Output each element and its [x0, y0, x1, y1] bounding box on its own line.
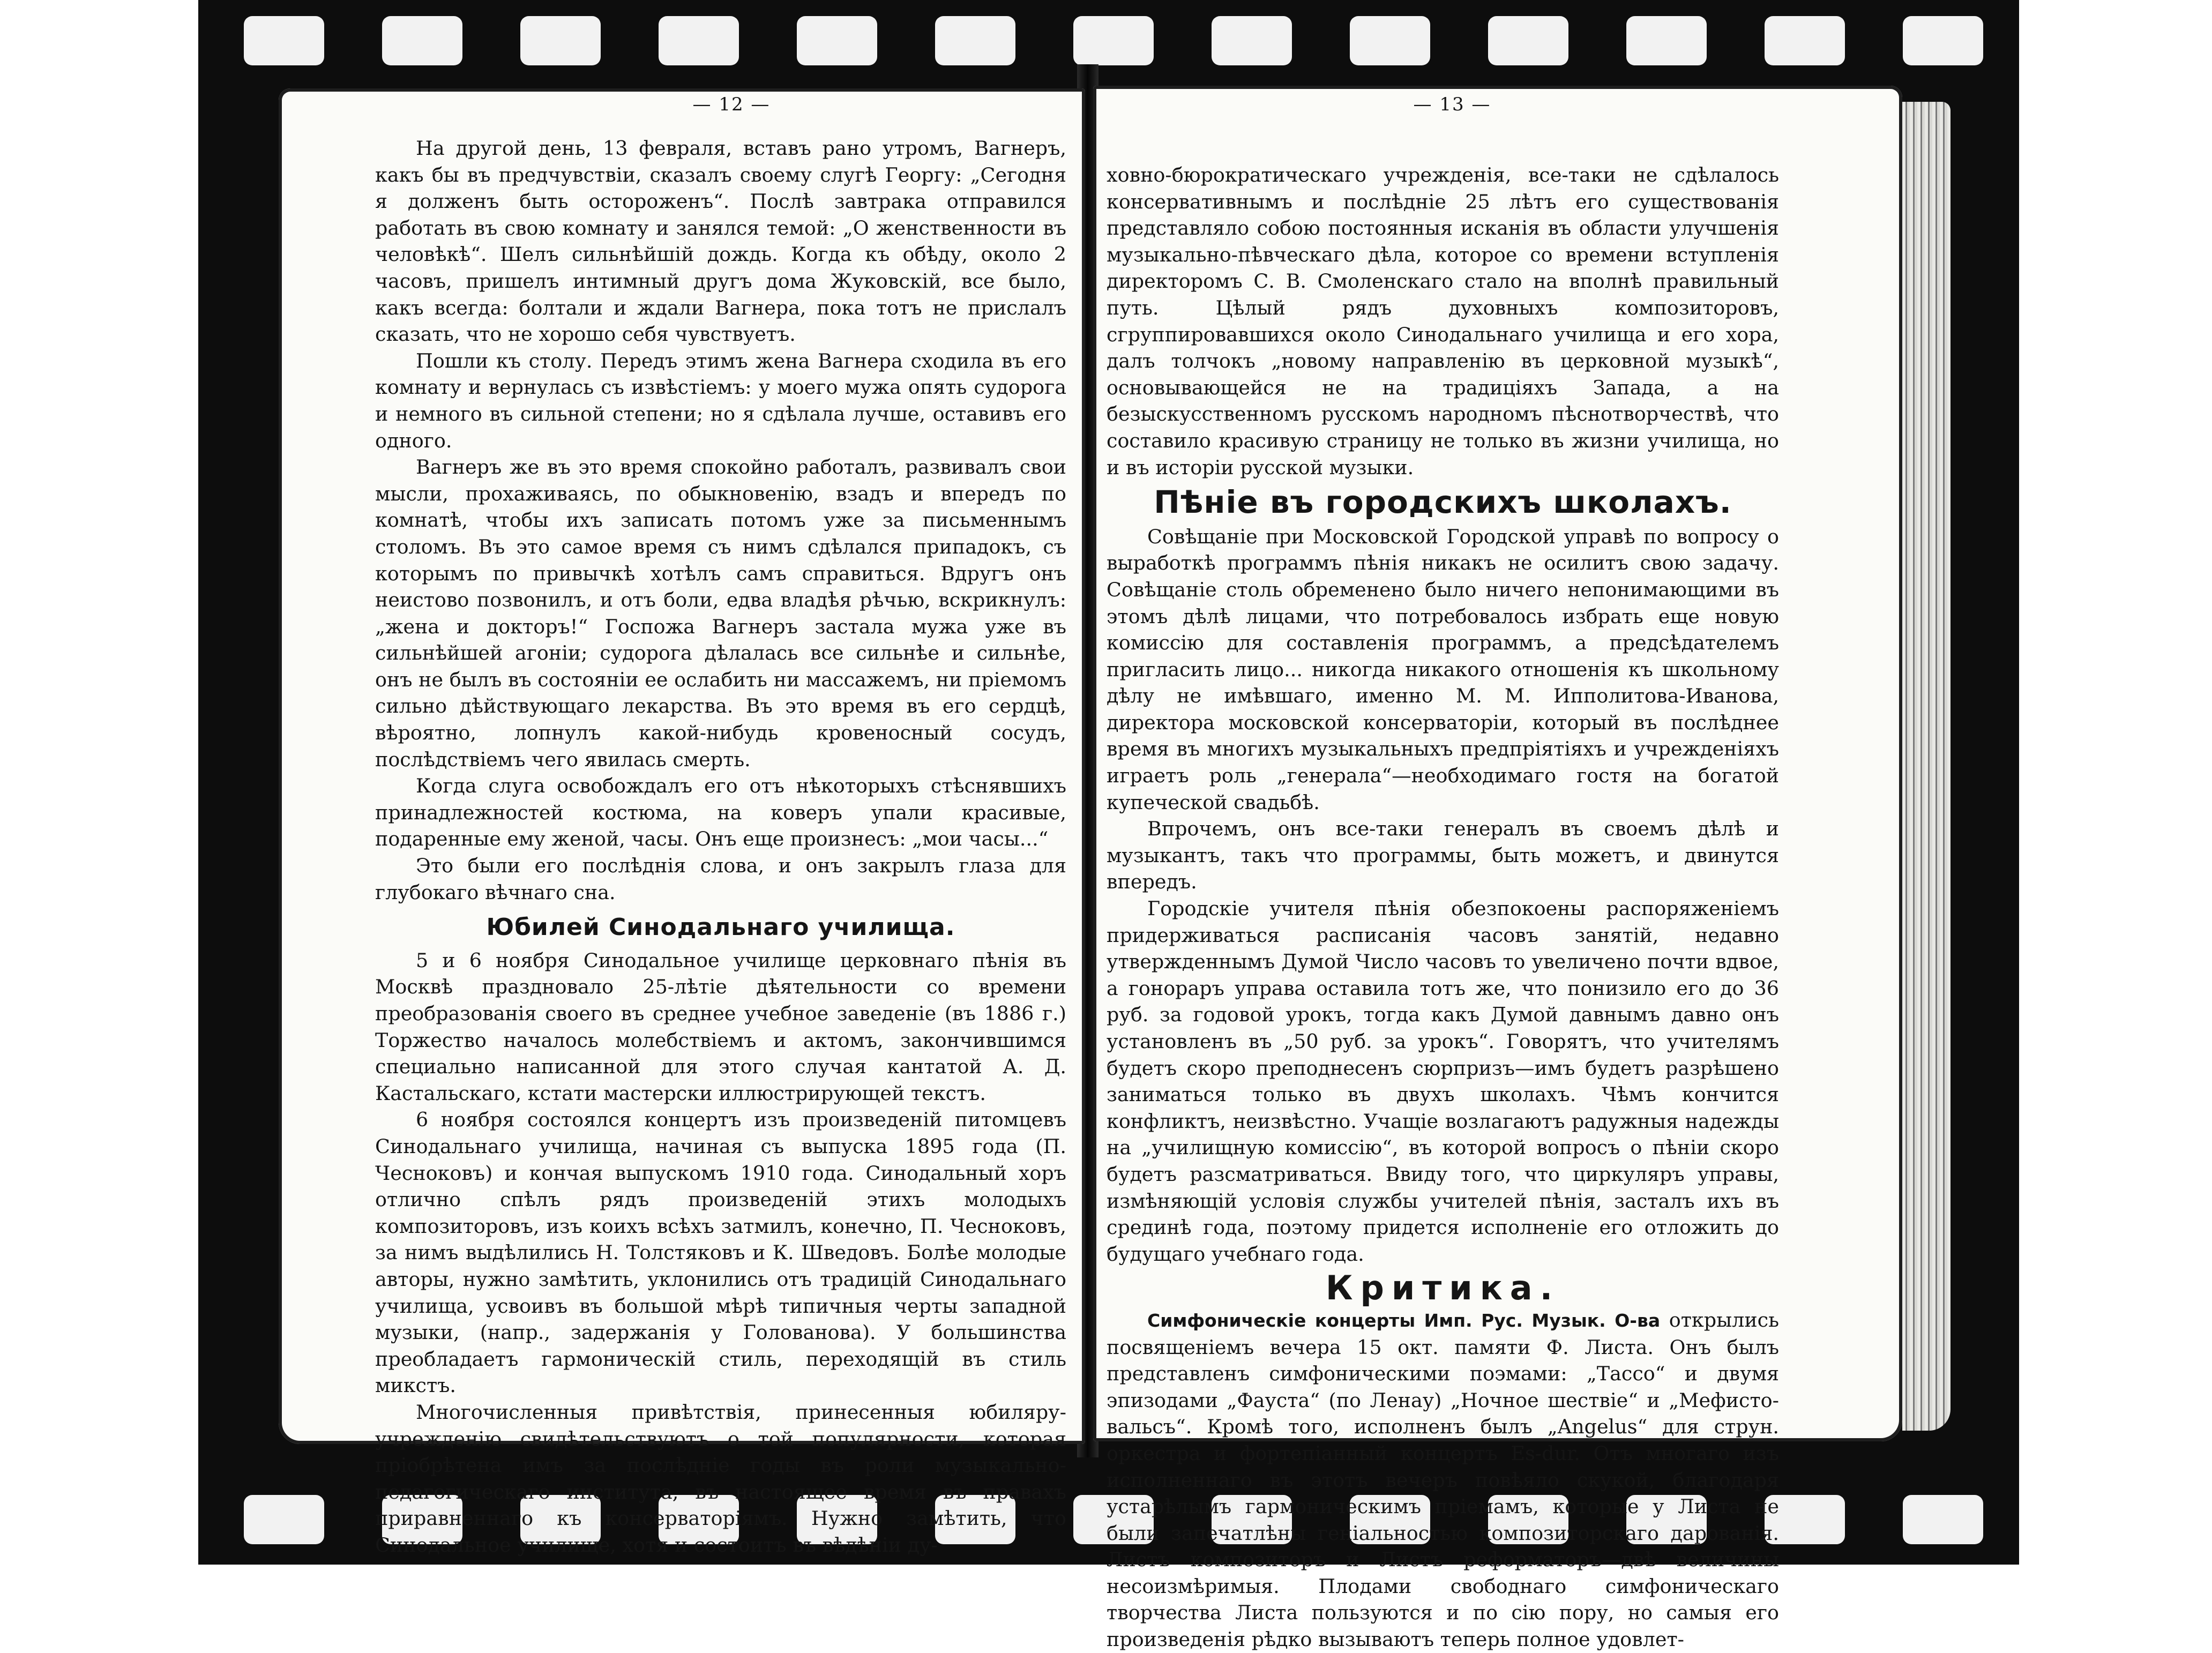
paragraph: Когда слуга освобождалъ его отъ нѣкоторыхъ стѣснявшихъ принадлежностей костюма, на коверъ упали красивые, подаренные ему женой, часы. Онъ еще произнесъ: „мои часы...“	[375, 774, 1066, 851]
perforation-hole	[520, 16, 601, 65]
perforation-hole	[382, 16, 462, 65]
paragraph: 6 ноября состоялся концертъ изъ произведеній питомцевъ Синодальнаго училища, начиная съ выпуска 1895 года (П. Чесноковъ) и кончая выпускомъ 1910 года. Синодальный хоръ отлично спѣлъ рядъ произведеній этихъ молодыхъ композиторовъ, изъ коихъ всѣхъ затмилъ, конечно, П. Чесноковъ, за нимъ выдѣлились Н. Толстяковъ и К. Шведовъ. Болѣе молодые авторы, нужно замѣтить, уклонились отъ традицій Синодальнаго училища, усвоивъ въ большой мѣрѣ типичныя черты западной музыки, (напр., задержанія у Голованова). У большинства преобладаетъ гармоническій стиль, переходящій въ стиль микстъ.	[375, 1108, 1066, 1397]
paragraph: На другой день, 13 февраля, вставъ рано утромъ, Вагнеръ, какъ бы въ предчувствіи, сказалъ своему слугѣ Георгу: „Сегодня я долженъ быть остороженъ“. Послѣ завтрака отправился работать въ свою комнату и занялся темой: „О женственности въ человѣкѣ“. Шелъ сильнѣйшій дождь. Когда къ обѣду, около 2 часовъ, пришелъ интимный другъ дома Жуковскій, все было, какъ всегда: болтали и ждали Вагнера, пока тотъ не прислалъ сказать, что не хорошо себя чувствуетъ.	[375, 137, 1066, 346]
paragraph: Совѣщаніе при Московской Городской управѣ по вопросу о выработкѣ программъ пѣнія никакъ не осилитъ свою задачу. Совѣщаніе столь обременено было ничего непонимающими въ этомъ дѣлѣ лицами, что потребовалось избрать еще новую комиссію для составленія программъ, а предсѣдателемъ пригласить лицо... никогда никакого отношенія къ школьному дѣлу не имѣвшаго, именно М. М. Ипполитова-Иванова, директора московской консерваторіи, который въ послѣднее время въ многихъ музыкальныхъ предпріятіяхъ и учрежденіяхъ играетъ роль „генерала“—необходимаго гостя на богатой купеческой свадьбѣ.	[1107, 525, 1779, 814]
paragraph: Впрочемъ, онъ все-таки генералъ въ своемъ дѣлѣ и музыкантъ, такъ что программы, быть можетъ, и двинутся впередъ.	[1107, 817, 1779, 894]
paragraph: Пошли къ столу. Передъ этимъ жена Вагнера сходила въ его комнату и вернулась съ извѣстіемъ: у моего мужа опять судорога и немного въ сильной степени; но я сдѣлала лучше, оставивъ его одного.	[375, 349, 1066, 452]
perforation-hole	[1073, 16, 1154, 65]
perforation-hole	[935, 16, 1015, 65]
perforation-hole	[1626, 16, 1707, 65]
perforation-hole	[659, 16, 739, 65]
perforation-hole	[1903, 16, 1983, 65]
perforation-hole	[1903, 1495, 1983, 1544]
perforation-hole	[1765, 16, 1845, 65]
left-page-number: — 12 —	[692, 94, 771, 115]
continuation-paragraph: ховно-бюрократическаго учрежденія, все-таки не сдѣлалось консервативнымъ и послѣдніе 25 лѣтъ его существованія представляло собою постоянныя исканія въ области улучшенія музыкально-пѣвческаго дѣла, которое со времени вступленія директоромъ С. В. Смоленскаго стало на вполнѣ правильный путь. Цѣлый рядъ духовныхъ композиторовъ, сгруппировавшихся около Синодальнаго училища и его хора, далъ толчокъ „новому направленію въ церковной музыкѣ“, основывающейся не на традиціяхъ Запада, а на безыскусственномъ русскомъ народномъ пѣснотворчествѣ, что составило красивую страницу не только въ жизни училища, но и въ исторіи русской музыки.	[1107, 163, 1779, 479]
paragraph: Вагнеръ же въ это время спокойно работалъ, развивалъ свои мысли, прохаживаясь, по обыкновенію, взадъ и впередъ по комнатѣ, чтобы ихъ записать потомъ уже за письменнымъ столомъ. Въ это самое время съ нимъ сдѣлался припадокъ, съ которымъ по привычкѣ хотѣлъ самъ справиться. Вдругъ онъ неистово позвонилъ, и отъ боли, едва владѣя рѣчью, вскрикнулъ: „жена и докторъ!“ Госпожа Вагнеръ застала мужа уже въ сильнѣйшей агоніи; судорога дѣлалась все сильнѣе и сильнѣе, онъ не былъ въ состояніи ее ослабить ни массажемъ, ни пріемомъ сильно дѣйствующаго лекарства. Въ это время въ его сердцѣ, вѣроятно, лопнулъ какой-нибудь кровеносный сосудъ, послѣдствіемъ чего явилась смерть.	[375, 455, 1066, 771]
perforation-hole	[1212, 16, 1292, 65]
paragraph	[1107, 1307, 1779, 1653]
section-heading-jubilee: Юбилей Синодальнаго училища.	[486, 914, 955, 941]
paragraph: 5 и 6 ноября Синодальное училище церковнаго пѣнія въ Москвѣ праздновало 25-лѣтіе дѣятельности со времени преобразованія своего въ среднее учебное заведеніе (въ 1886 г.) Торжество началось молебствіемъ и актомъ, закончившимся специально написанной для этого случая кантатой А. Д. Кастальскаго, кстати мастерски иллюстрирующей текстъ.	[375, 948, 1066, 1105]
page-stack-edge	[1902, 102, 1951, 1431]
paragraph: Это были его послѣднія слова, и онъ закрылъ глаза для глубокаго вѣчнаго сна.	[375, 854, 1066, 904]
perforation-hole	[244, 1495, 324, 1544]
section-heading-singing-schools: Пѣніе въ городскихъ школахъ.	[1154, 484, 1732, 521]
right-page-text	[1107, 162, 1779, 1653]
paragraph: Многочисленныя привѣтствія, принесенныя юбиляру-учрежденію свидѣтельствуютъ о той популярности, которая пріобрѣтена имъ за послѣдніе годы въ роли музыкально-педагогическаго института, въ настоящее время въ правахъ приравненнаго къ консерваторіямъ. Нужно замѣтить, что Синодальное училище, хотя и состоитъ въ вѣдѣніи ду-	[375, 1400, 1066, 1557]
critique-lead: Симфоническіе концерты Имп. Рус. Музык. О-ва	[1147, 1310, 1661, 1331]
critique-text: открылись посвященіемъ вечера 15 окт. памяти Ф. Листа. Онъ былъ представленъ симфоническими поэмами: „Тассо“ и двумя эпизодами „Фауста“ (по Ленау) „Ночное шествіе“ и „Мефисто-вальсъ“. Кромѣ того, исполненъ былъ „Angelus“ для струн. оркестра и фортепіанный концертъ Es-dur. Отъ многаго изъ исполненнаго въ этотъ вечеръ повѣяло скукой, благодаря устарѣлымъ гармоническимъ пріемамъ, которые у Листа не были запечатлѣны геніальностью композиторскаго дарованія. Листъ композиторъ и Листъ реформаторъ—двѣ величины несоизмѣримыя. Плодами свободнаго симфоническаго творчества Листа пользуются и по сію пору, но самыя его произведенія рѣдко вызываютъ теперь полное удовлет-	[1107, 1308, 1779, 1651]
paragraph: Городскіе учителя пѣнія обезпокоены распоряженіемъ придерживаться расписанія часовъ занятій, недавно утвержденнымъ Думой Число часовъ то увеличено почти вдвое, а гонораръ управа оставила тотъ же, что понизило его до 36 руб. за годовой урокъ, тогда какъ Думой давнымъ давно онъ установленъ въ „50 руб. за урокъ“. Говорятъ, что учителямъ будетъ скоро преподнесенъ сюрпризъ—имъ будетъ разрѣшено заниматься только въ двухъ школахъ. Чѣмъ кончится конфликтъ, неизвѣстно. Учащіе возлагаютъ радужныя надежды на „училищную комиссію“, въ которой вопросъ о пѣніи скоро будетъ разсматриваться. Ввиду того, что циркуляръ управы, измѣняющій условія службы учителей пѣнія, засталъ ихъ въ срединѣ года, поэтому придется исполненіе его отложить до будущаго учебнаго года.	[1107, 897, 1779, 1266]
left-page-text	[375, 135, 1066, 1558]
perforation-hole	[797, 16, 877, 65]
perforation-hole	[1350, 16, 1430, 65]
perforation-hole	[1488, 16, 1568, 65]
perforation-hole	[244, 16, 324, 65]
right-page-number: — 13 —	[1413, 94, 1491, 115]
section-heading-critique: Критика.	[1325, 1268, 1560, 1308]
